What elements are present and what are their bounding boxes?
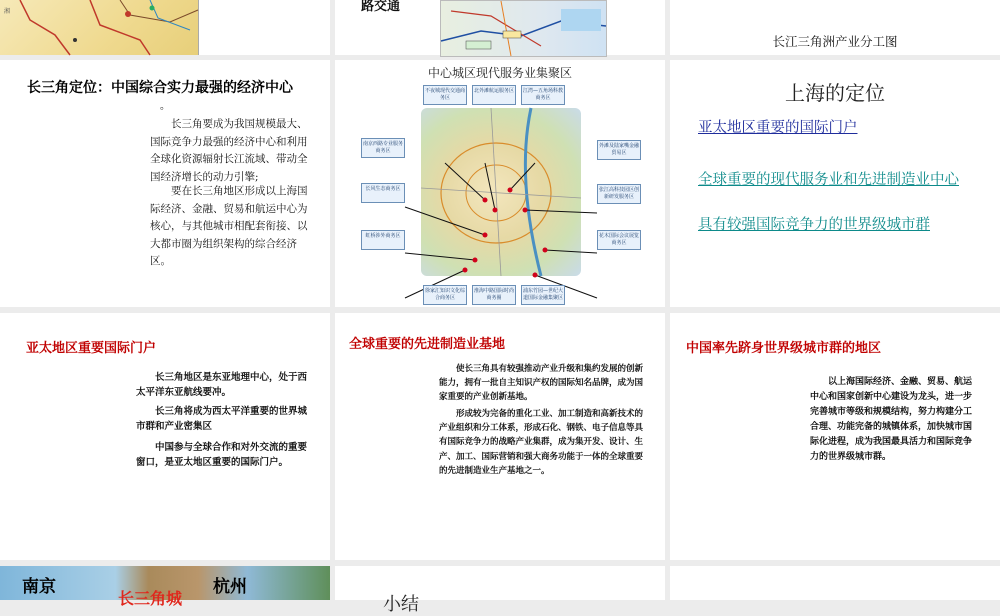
slide-caption: 长江三角洲产业分工图 [772,34,898,49]
paragraph-1: 长三角地区是东亚地理中心，处于西太平洋东亚航线要冲。 [136,372,308,398]
cluster-label: 浦东竹园—世纪大道国际金融集聚区 [521,285,565,305]
slide-thumb-service-clusters[interactable] [335,60,665,307]
cluster-label: 虹桥涉外商务区 [361,230,405,250]
cluster-label: 南京西路专业服务商务区 [361,138,405,158]
region-map-image [0,0,199,55]
cluster-label: 江湾—五角场科教商务区 [521,85,565,105]
slide-thumb-city-cluster[interactable] [670,313,1000,560]
slide-title: 全球重要的先进制造业基地 [349,337,506,352]
slide-title: 长三角定位：中国综合实力最强的经济中心 [27,80,293,96]
paragraph-2: 形成较为完备的重化工业、加工制造和高新技术的产业组织和分工体系，形成石化、钢铁、电子信息等具有国际竞争力的战略产业集群，成为集开发、设计、生产、加工、国际营销和强大商务功能于一体的全球重要的先进制造业生产基地之一。 [439,409,644,476]
slide-thumb-blank[interactable] [670,566,1000,600]
cluster-label: 北外滩航运服务区 [472,85,516,105]
paragraph-1: 长三角要成为我国规模最大、国际竞争力最强的经济中心和利用全球化资源辐射长江流域、带动全国经济增长的动力引擎; [150,118,308,183]
transport-map-image [440,0,607,57]
title-dot: 。 [160,101,170,112]
slide-title: 中国率先跻身世界级城市群的地区 [686,341,882,356]
paragraph-1: 使长三角具有较强推动产业升级和集约发展的创新能力，拥有一批自主知识产权的国际知名品牌，成为国家重要的产业创新基地。 [439,364,644,403]
slide-thumb-shanghai-positioning[interactable] [670,60,1000,307]
slide-title: 亚太地区重要国际门户 [26,341,157,356]
slide-thumb-industry-map[interactable] [670,0,1000,55]
cluster-label: 徐家汇知识文化综合商务区 [423,285,467,305]
cluster-label: 不夜城现代交通商务区 [423,85,467,105]
slide-thumb-map-fragment[interactable] [0,0,330,55]
photo-label-hangzhou: 杭州 [213,577,247,597]
cluster-label: 花木国际会议展览商务区 [597,230,641,250]
slide-title: 中心城区现代服务业集聚区 [427,66,572,80]
map-lines-icon [0,0,198,55]
slide-thumb-summary[interactable] [335,566,665,615]
paragraph-2: 要在长三角地区形成以上海国际经济、金融、贸易和航运中心为核心，与其他城市相配套衔接、以大都市圈为组织架构的综合经济区。 [150,185,308,267]
slide-title: 小结 [383,594,419,615]
cluster-label: 外滩及陆家嘴金融贸易区 [597,140,641,160]
paragraph-2: 长三角将成为西太平洋重要的世界城市群和产业密集区 [136,406,308,432]
photo-overlay-text: 长三角城 [118,589,183,608]
slide-caption: 路交通 [361,0,401,14]
slide-title: 上海的定位 [785,81,885,105]
cluster-label: 张江高科技园区创新研发服务区 [597,184,641,204]
slide-thumb-positioning[interactable] [0,60,330,307]
slide-thumb-manufacturing[interactable] [335,313,665,560]
slide-thumb-transport-map[interactable] [335,0,665,55]
slide-thumb-gateway[interactable] [0,313,330,560]
cluster-label: 淮海中路国际时尚商务圈 [472,285,516,305]
cluster-label: 长风生态商务区 [361,183,405,203]
paragraph-3: 中国参与全球合作和对外交流的重要窗口，是亚太地区重要的国际门户。 [136,442,308,468]
route-lines-icon [441,1,606,56]
link-manufacturing[interactable]: 全球重要的现代服务业和先进制造业中心 [698,172,959,188]
paragraph-1: 以上海国际经济、金融、贸易、航运中心和国家创新中心建设为龙头，进一步完善城市等级和规模结构，努力构建分工合理、功能完备的城镇体系，加快城市国际化进程，成为我国最具活力和国际竞争力的世界级城市群。 [810,377,973,462]
map-province-label: 湘 [4,8,11,15]
slide-thumb-cities-photo[interactable] [0,566,330,608]
link-gateway[interactable]: 亚太地区重要的国际门户 [698,120,858,136]
photo-label-nanjing: 南京 [22,577,56,597]
link-city-cluster[interactable]: 具有较强国际竞争力的世界级城市群 [698,217,930,233]
